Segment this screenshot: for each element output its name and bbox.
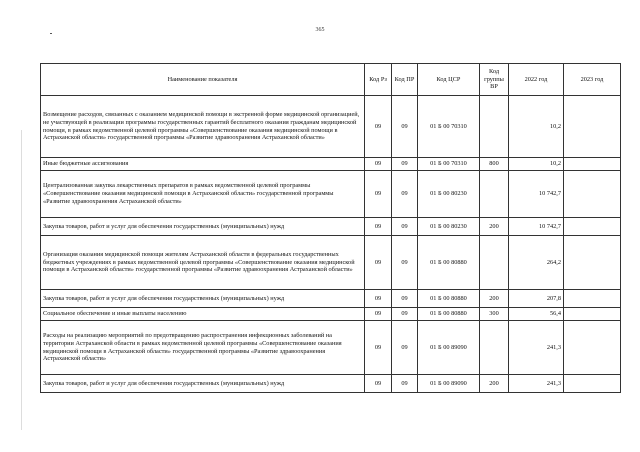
row-name: Возмещение расходов, связанных с оказанием медицинской помощи в экстренной форме медицинской организацией, не участвующей в реализации программы государственных гарантий бесплатного оказания гражданам медицинской помощи, в рамках ведомственной целевой программы «Совершенствование оказания медицинской помощи в Астраханской области» государственной программы «Развитие здравоохранения Астраханской области» bbox=[41, 96, 365, 158]
row-rz: 09 bbox=[365, 375, 392, 393]
row-rz: 09 bbox=[365, 218, 392, 236]
row-vr: 200 bbox=[480, 290, 509, 308]
row-csr: 01 Б 00 89090 bbox=[418, 321, 480, 375]
row-rz: 09 bbox=[365, 290, 392, 308]
row-pr: 09 bbox=[392, 158, 418, 171]
row-vr: 200 bbox=[480, 218, 509, 236]
header-name: Наименование показателя bbox=[41, 64, 365, 96]
row-2023 bbox=[564, 375, 621, 393]
row-pr: 09 bbox=[392, 96, 418, 158]
table-row bbox=[41, 236, 621, 290]
row-rz: 09 bbox=[365, 308, 392, 321]
row-2022: 264,2 bbox=[509, 236, 564, 290]
row-pr: 09 bbox=[392, 321, 418, 375]
budget-table bbox=[40, 63, 621, 393]
row-2022: 10 742,7 bbox=[509, 218, 564, 236]
row-2023 bbox=[564, 236, 621, 290]
row-name: Организация оказания медицинской помощи жителям Астраханской области в федеральных государственных бюджетных учреждениях в рамках ведомственной целевой программы «Совершенствование оказания медицинской помощи в Астраханской области» государственной программы «Развитие здравоохранения Астраханской области» bbox=[41, 236, 365, 290]
row-rz: 09 bbox=[365, 158, 392, 171]
row-vr: 300 bbox=[480, 308, 509, 321]
row-rz: 09 bbox=[365, 171, 392, 218]
header-2022: 2022 год bbox=[509, 64, 564, 96]
scan-speck bbox=[50, 33, 52, 34]
row-2023 bbox=[564, 218, 621, 236]
row-csr: 01 Б 00 89090 bbox=[418, 375, 480, 393]
row-2023 bbox=[564, 290, 621, 308]
table-row bbox=[41, 158, 621, 171]
row-pr: 09 bbox=[392, 308, 418, 321]
row-2022: 207,8 bbox=[509, 290, 564, 308]
row-pr: 09 bbox=[392, 171, 418, 218]
row-pr: 09 bbox=[392, 218, 418, 236]
row-name: Закупка товаров, работ и услуг для обеспечения государственных (муниципальных) нужд bbox=[41, 218, 365, 236]
row-vr: 800 bbox=[480, 158, 509, 171]
row-rz: 09 bbox=[365, 236, 392, 290]
row-2023 bbox=[564, 158, 621, 171]
row-2022: 241,3 bbox=[509, 321, 564, 375]
header-csr: Код ЦСР bbox=[418, 64, 480, 96]
row-vr bbox=[480, 321, 509, 375]
table-row bbox=[41, 375, 621, 393]
row-name: Социальное обеспечение и иные выплаты населению bbox=[41, 308, 365, 321]
row-rz: 09 bbox=[365, 96, 392, 158]
row-vr bbox=[480, 236, 509, 290]
header-rz: Код Рз bbox=[365, 64, 392, 96]
header-2023: 2023 год bbox=[564, 64, 621, 96]
table-row bbox=[41, 171, 621, 218]
header-vr: Код группы ВР bbox=[480, 64, 509, 96]
row-csr: 01 Б 00 80880 bbox=[418, 308, 480, 321]
row-name: Иные бюджетные ассигнования bbox=[41, 158, 365, 171]
row-2023 bbox=[564, 308, 621, 321]
row-rz: 09 bbox=[365, 321, 392, 375]
table-row bbox=[41, 290, 621, 308]
row-2022: 10 742,7 bbox=[509, 171, 564, 218]
row-2023 bbox=[564, 321, 621, 375]
row-vr bbox=[480, 171, 509, 218]
row-csr: 01 Б 00 80880 bbox=[418, 290, 480, 308]
row-csr: 01 Б 00 80230 bbox=[418, 171, 480, 218]
row-name: Закупка товаров, работ и услуг для обеспечения государственных (муниципальных) нужд bbox=[41, 290, 365, 308]
row-pr: 09 bbox=[392, 290, 418, 308]
row-name: Централизованная закупка лекарственных препаратов в рамках ведомственной целевой программы «Совершенствование оказания медицинской помощи в Астраханской области» государственной программы «Развитие здравоохранения Астраханской области» bbox=[41, 171, 365, 218]
row-csr: 01 Б 00 80880 bbox=[418, 236, 480, 290]
row-2023 bbox=[564, 96, 621, 158]
row-name: Расходы на реализацию мероприятий по предотвращению распространения инфекционных заболеваний на территории Астраханской области в рамках ведомственной целевой программы «Совершенствование оказания медицинской помощи в Астраханской области» государственной программы «Развитие здравоохранения Астраханской области» bbox=[41, 321, 365, 375]
row-vr bbox=[480, 96, 509, 158]
row-csr: 01 Б 00 70310 bbox=[418, 158, 480, 171]
row-pr: 09 bbox=[392, 375, 418, 393]
row-csr: 01 Б 00 70310 bbox=[418, 96, 480, 158]
header-pr: Код ПР bbox=[392, 64, 418, 96]
page-number: 365 bbox=[315, 27, 325, 33]
row-pr: 09 bbox=[392, 236, 418, 290]
row-2022: 10,2 bbox=[509, 158, 564, 171]
row-2022: 241,3 bbox=[509, 375, 564, 393]
row-2022: 56,4 bbox=[509, 308, 564, 321]
table-header-row bbox=[41, 64, 621, 96]
row-name: Закупка товаров, работ и услуг для обеспечения государственных (муниципальных) нужд bbox=[41, 375, 365, 393]
table-row bbox=[41, 321, 621, 375]
row-2023 bbox=[564, 171, 621, 218]
row-vr: 200 bbox=[480, 375, 509, 393]
table-row bbox=[41, 308, 621, 321]
table-row bbox=[41, 218, 621, 236]
table-row bbox=[41, 96, 621, 158]
scan-margin-line bbox=[21, 130, 22, 430]
row-2022: 10,2 bbox=[509, 96, 564, 158]
row-csr: 01 Б 00 80230 bbox=[418, 218, 480, 236]
